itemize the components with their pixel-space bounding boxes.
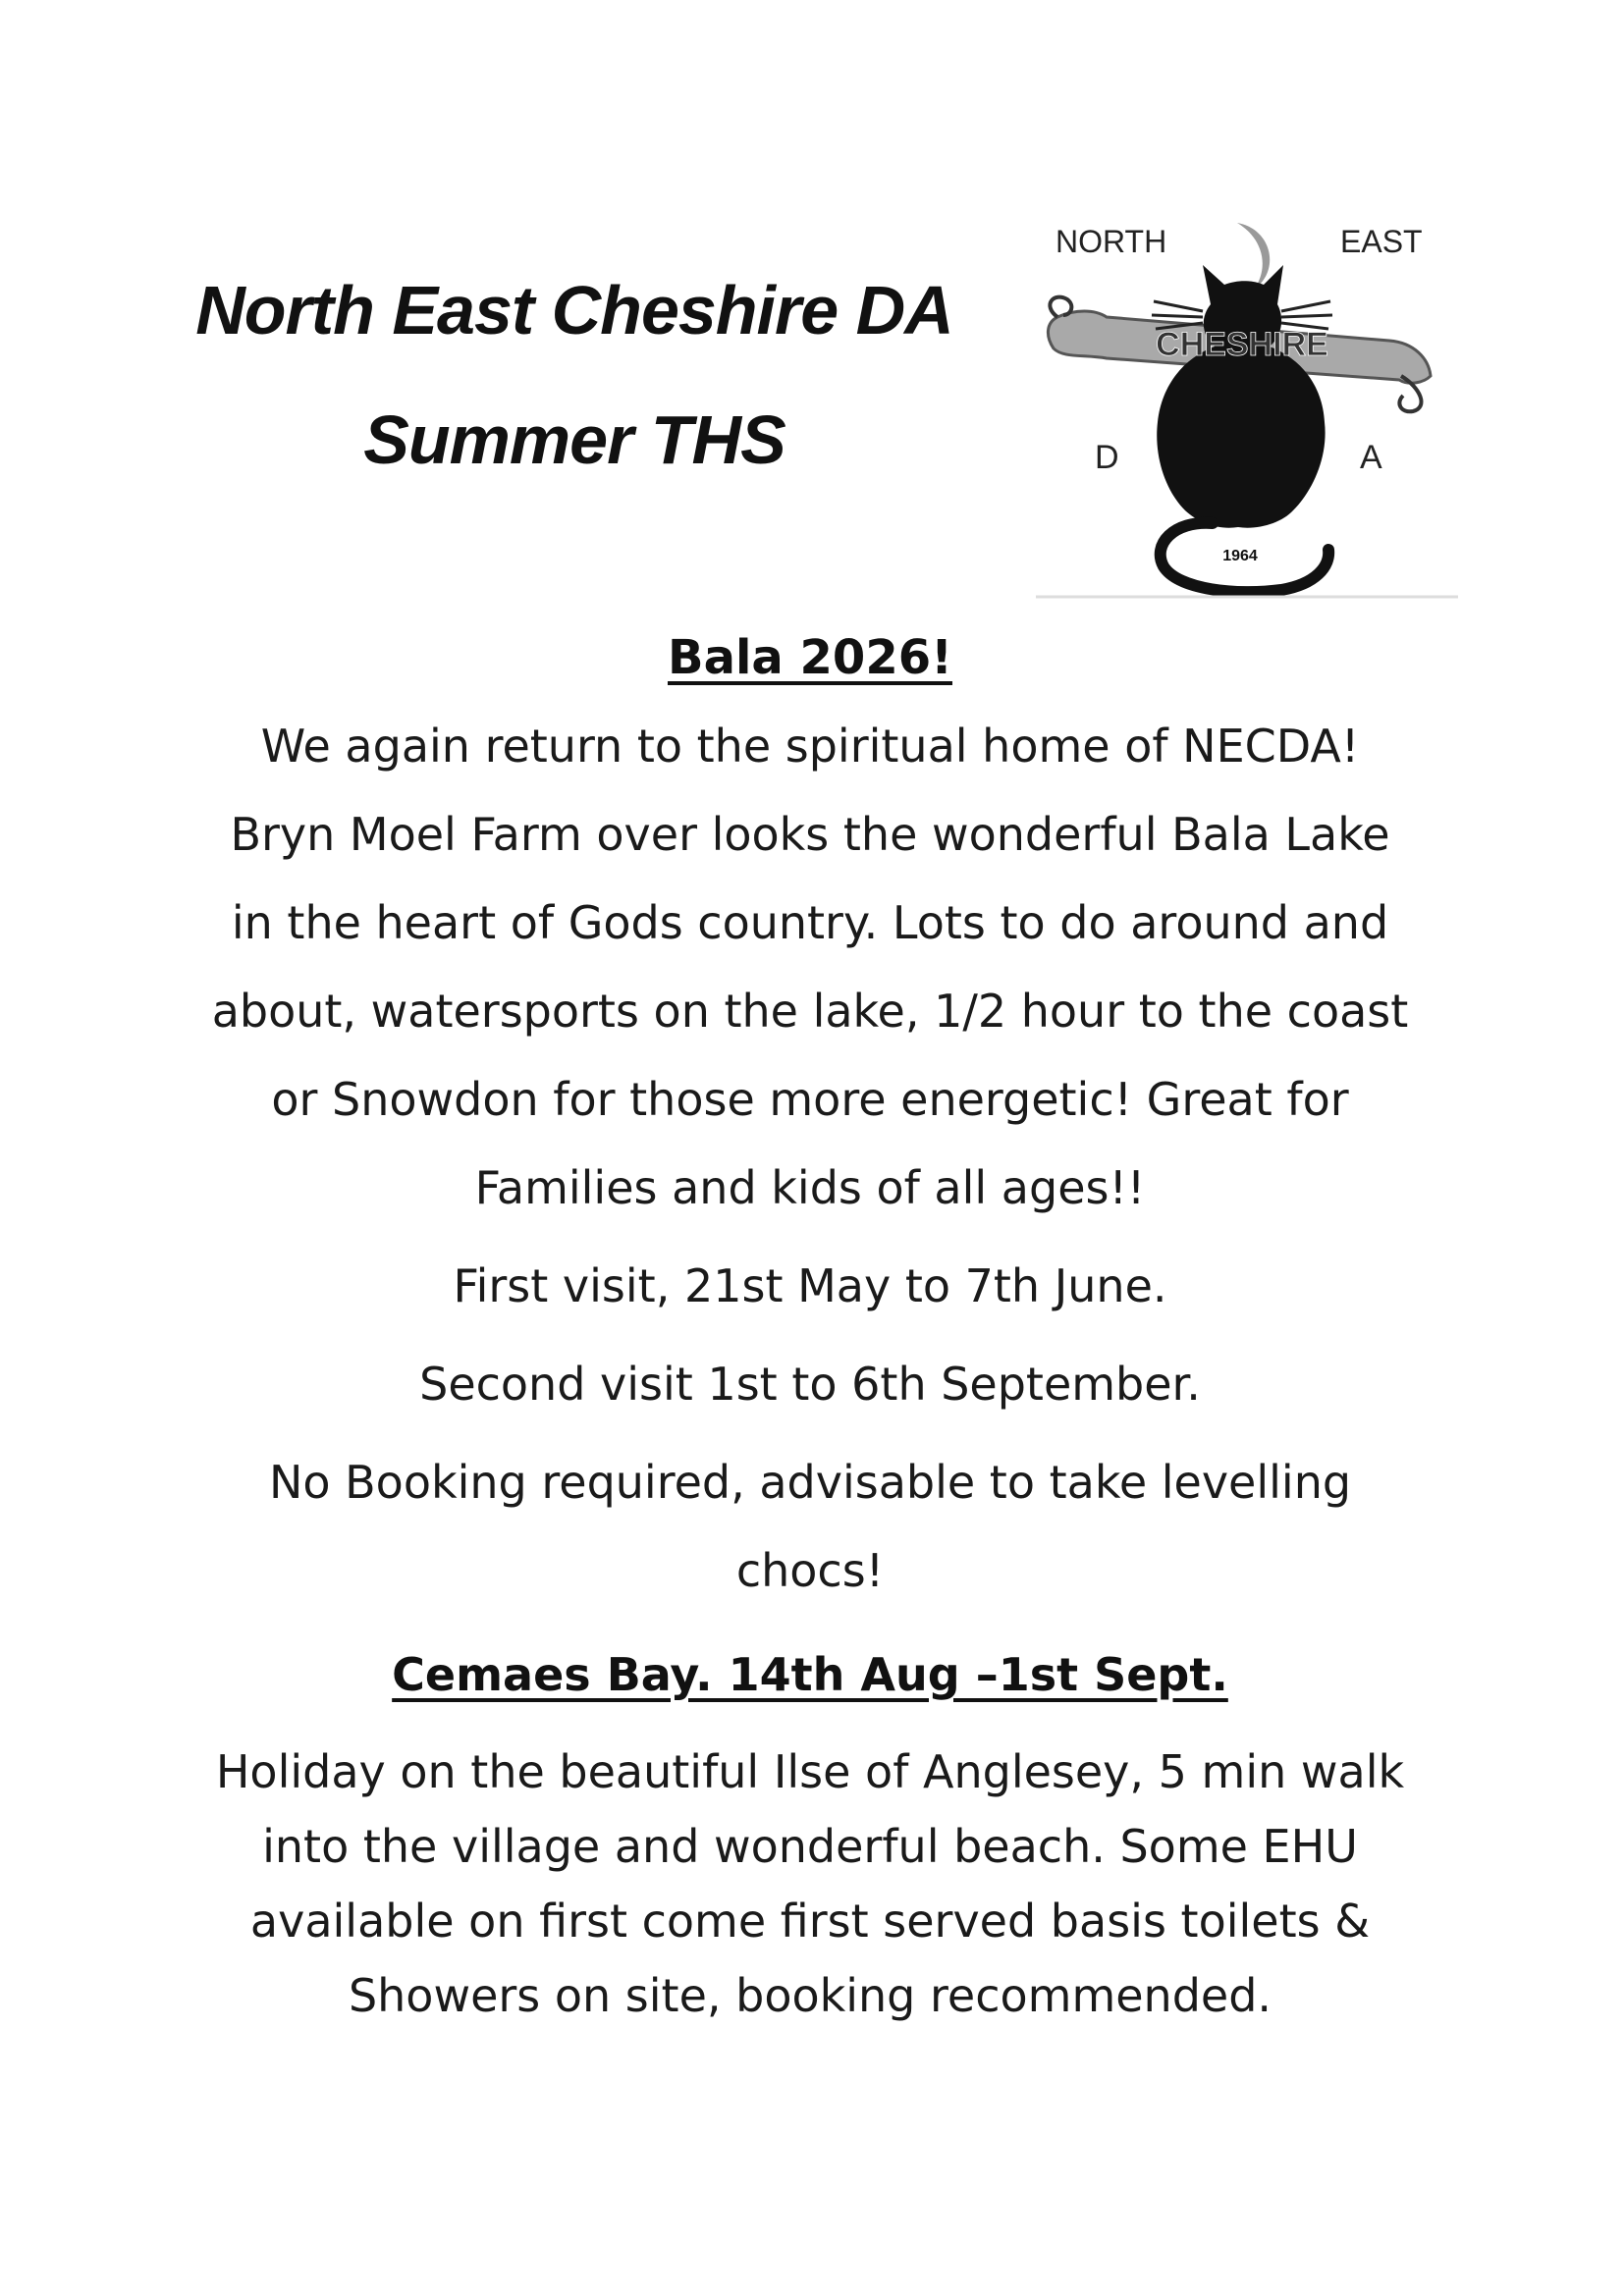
bala-booking-line: No Booking required, advisable to take levelling: [268, 1456, 1352, 1509]
cemaes-desc-line: available on first come first served basis toilets &: [249, 1895, 1371, 1948]
logo-north-text: NORTH: [1056, 224, 1167, 259]
cemaes-desc-line: into the village and wonderful beach. Some EHU: [262, 1820, 1358, 1873]
bala-desc-line: or Snowdon for those more energetic! Great for: [271, 1073, 1349, 1126]
title-line-2: Summer THS: [363, 401, 785, 478]
bala-intro: We again return to the spiritual home of NECDA!: [260, 720, 1360, 773]
content-column: [108, 614, 1512, 2033]
cat-silhouette: [1157, 265, 1325, 528]
logo-banner-text: CHESHIRE: [1156, 326, 1328, 363]
bala-desc-line: Families and kids of all ages!!: [474, 1161, 1146, 1214]
necda-cat-logo: [1036, 211, 1468, 604]
logo-a-text: A: [1360, 439, 1382, 476]
bala-desc-line: Bryn Moel Farm over looks the wonderful Bala Lake: [230, 808, 1390, 861]
logo-year-text: 1964: [1222, 548, 1258, 564]
logo-east-text: EAST: [1340, 224, 1423, 259]
cemaes-desc-line: Holiday on the beautiful Ilse of Anglesey, 5 min walk: [215, 1745, 1405, 1798]
bala-description: [108, 790, 1512, 1232]
logo-d-text: D: [1095, 439, 1119, 476]
bala-booking-line: chocs!: [735, 1544, 885, 1597]
banner-curl-left: [1050, 297, 1071, 317]
bala-second-visit: Second visit 1st to 6th September.: [419, 1358, 1201, 1411]
bala-first-visit: First visit, 21st May to 7th June.: [453, 1259, 1167, 1312]
bala-heading: Bala 2026!: [667, 630, 952, 685]
title-line-1: North East Cheshire DA: [195, 272, 953, 348]
moon-icon: [1237, 223, 1270, 290]
cemaes-heading: Cemaes Bay. 14th Aug –1st Sept.: [392, 1648, 1228, 1701]
cat-logo-graphic: [1036, 211, 1468, 604]
bala-desc-line: about, watersports on the lake, 1/2 hour to the coast: [211, 985, 1409, 1038]
bala-desc-line: in the heart of Gods country. Lots to do around and: [231, 896, 1389, 949]
cemaes-desc-line: Showers on site, booking recommended.: [348, 1969, 1272, 2022]
title-block: [128, 245, 1021, 505]
cemaes-description: [108, 1735, 1512, 2033]
bala-booking-note: [108, 1438, 1512, 1615]
